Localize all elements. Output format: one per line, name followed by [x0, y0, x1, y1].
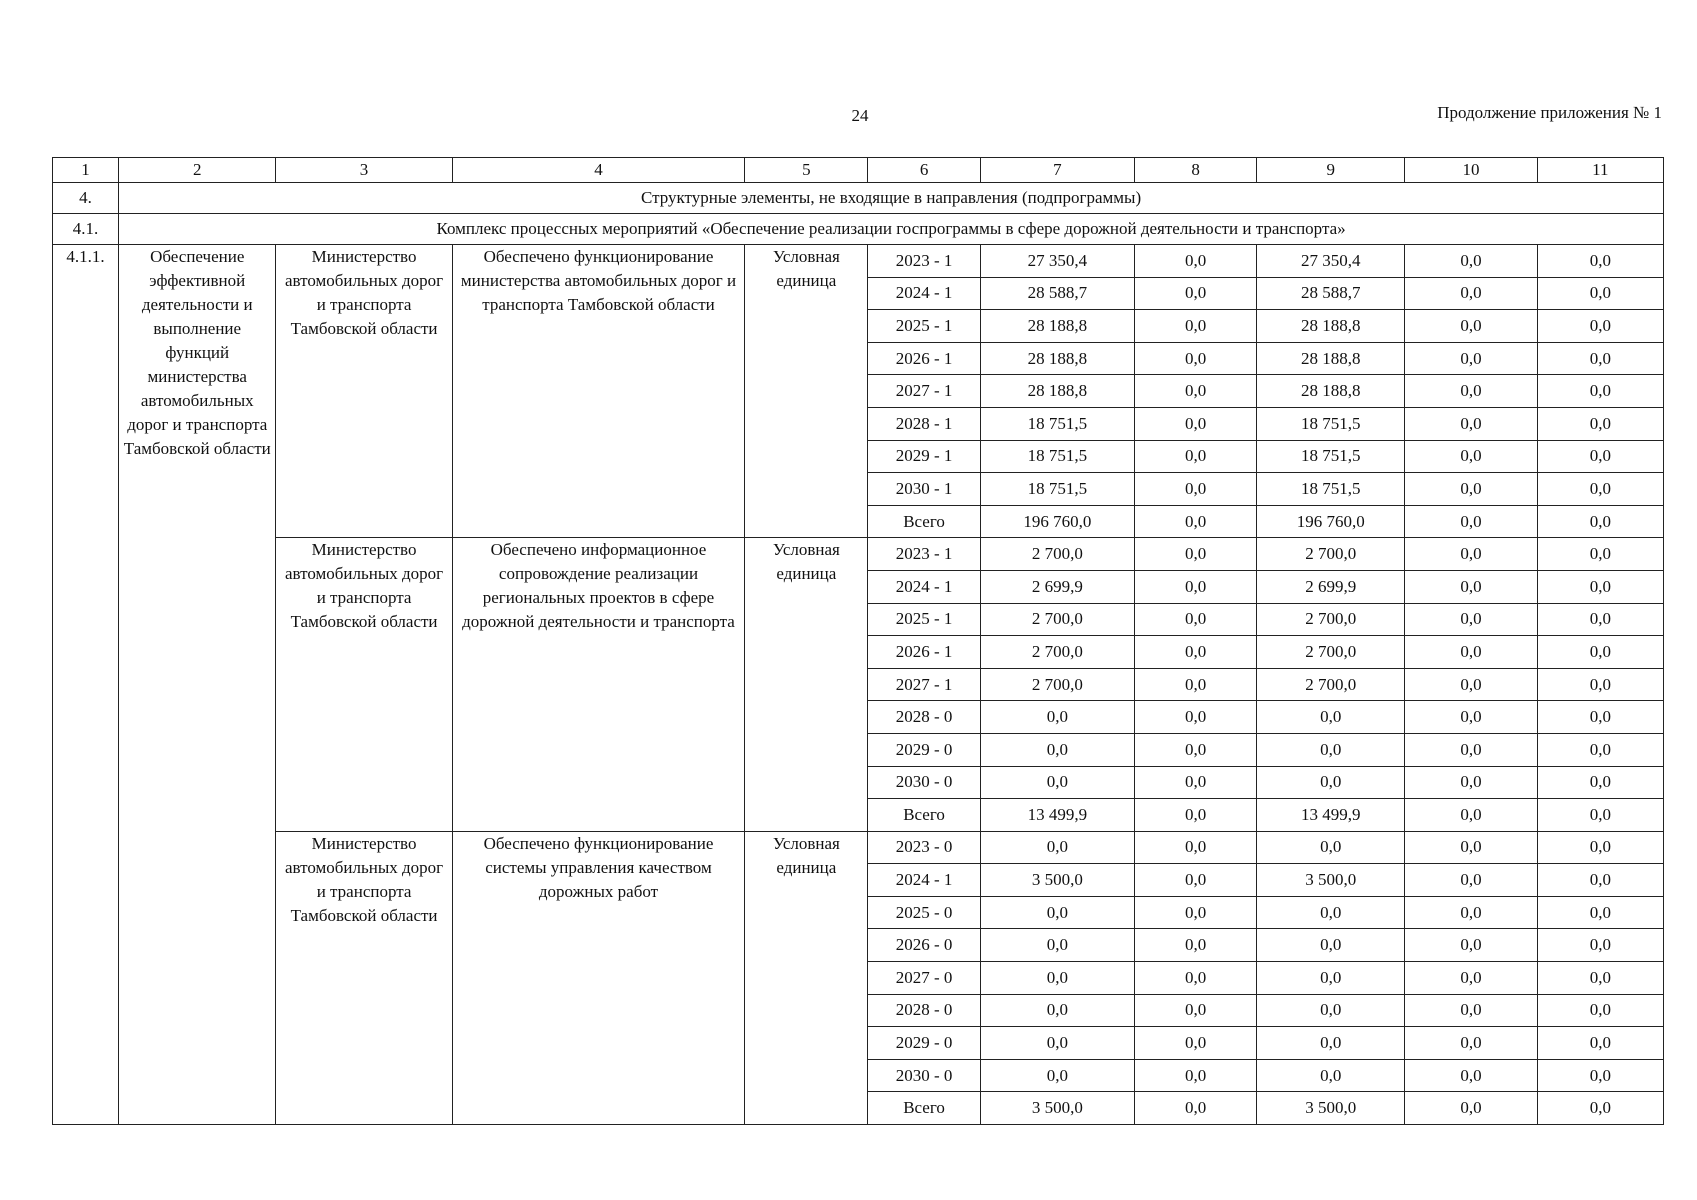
value-col8: 0,0 [1134, 733, 1256, 766]
value-col10: 0,0 [1405, 929, 1537, 962]
header-cell: 4 [452, 158, 745, 183]
value-col7: 27 350,4 [980, 245, 1134, 278]
value-col8: 0,0 [1134, 962, 1256, 995]
item-name: Обеспечение эффективной деятельности и выполнение функций министерства автомобильных дорог и транспорта Тамбовской области [119, 245, 276, 1125]
value-col10: 0,0 [1405, 473, 1537, 506]
value-col7: 18 751,5 [980, 407, 1134, 440]
header-cell: 9 [1257, 158, 1405, 183]
value-col7: 0,0 [980, 896, 1134, 929]
year-cell: 2027 - 1 [868, 375, 980, 408]
value-col11: 0,0 [1537, 994, 1663, 1027]
header-cell: 2 [119, 158, 276, 183]
subsection-title: Комплекс процессных мероприятий «Обеспечение реализации госпрограммы в сфере дорожной деятельности и транспорта» [119, 214, 1664, 245]
year-cell: 2024 - 1 [868, 570, 980, 603]
year-cell: 2027 - 0 [868, 962, 980, 995]
value-col7: 0,0 [980, 994, 1134, 1027]
value-col9: 2 699,9 [1257, 570, 1405, 603]
value-col11: 0,0 [1537, 636, 1663, 669]
value-col9: 28 188,8 [1257, 342, 1405, 375]
value-col9: 3 500,0 [1257, 864, 1405, 897]
year-cell: 2028 - 1 [868, 407, 980, 440]
year-cell: Всего [868, 799, 980, 832]
value-col8: 0,0 [1134, 407, 1256, 440]
value-col10: 0,0 [1405, 1059, 1537, 1092]
value-col9: 196 760,0 [1257, 505, 1405, 538]
value-col9: 0,0 [1257, 1059, 1405, 1092]
year-cell: 2028 - 0 [868, 994, 980, 1027]
value-col9: 2 700,0 [1257, 636, 1405, 669]
value-col8: 0,0 [1134, 538, 1256, 571]
section-title: Структурные элементы, не входящие в направления (подпрограммы) [119, 183, 1664, 214]
value-col9: 0,0 [1257, 831, 1405, 864]
value-col7: 2 700,0 [980, 636, 1134, 669]
value-col8: 0,0 [1134, 277, 1256, 310]
value-col10: 0,0 [1405, 864, 1537, 897]
value-col11: 0,0 [1537, 962, 1663, 995]
value-col7: 2 700,0 [980, 538, 1134, 571]
value-col8: 0,0 [1134, 636, 1256, 669]
value-col11: 0,0 [1537, 929, 1663, 962]
year-cell: 2029 - 0 [868, 1027, 980, 1060]
value-col8: 0,0 [1134, 864, 1256, 897]
value-col7: 18 751,5 [980, 473, 1134, 506]
value-col9: 2 700,0 [1257, 668, 1405, 701]
executor-cell: Министерство автомобильных дорог и транспорта Тамбовской области [276, 831, 452, 1124]
value-col11: 0,0 [1537, 603, 1663, 636]
year-cell: 2023 - 1 [868, 538, 980, 571]
table-row [53, 831, 1664, 864]
value-col9: 0,0 [1257, 962, 1405, 995]
value-col8: 0,0 [1134, 799, 1256, 832]
header-cell: 10 [1405, 158, 1537, 183]
header-cell: 1 [53, 158, 119, 183]
value-col8: 0,0 [1134, 766, 1256, 799]
value-col7: 2 700,0 [980, 603, 1134, 636]
value-col9: 0,0 [1257, 994, 1405, 1027]
value-col11: 0,0 [1537, 831, 1663, 864]
value-col11: 0,0 [1537, 440, 1663, 473]
value-col10: 0,0 [1405, 277, 1537, 310]
value-col7: 3 500,0 [980, 1092, 1134, 1125]
value-col10: 0,0 [1405, 701, 1537, 734]
value-col11: 0,0 [1537, 799, 1663, 832]
value-col11: 0,0 [1537, 245, 1663, 278]
year-cell: 2030 - 0 [868, 1059, 980, 1092]
value-col9: 2 700,0 [1257, 603, 1405, 636]
value-col8: 0,0 [1134, 896, 1256, 929]
item-number: 4.1.1. [53, 245, 119, 1125]
value-col8: 0,0 [1134, 375, 1256, 408]
value-col7: 28 188,8 [980, 342, 1134, 375]
value-col9: 18 751,5 [1257, 407, 1405, 440]
year-cell: 2024 - 1 [868, 864, 980, 897]
year-cell: Всего [868, 505, 980, 538]
value-col10: 0,0 [1405, 831, 1537, 864]
year-cell: 2024 - 1 [868, 277, 980, 310]
continuation-label: Продолжение приложения № 1 [1437, 103, 1662, 122]
year-cell: 2023 - 1 [868, 245, 980, 278]
value-col7: 28 188,8 [980, 375, 1134, 408]
value-col11: 0,0 [1537, 733, 1663, 766]
year-cell: 2030 - 1 [868, 473, 980, 506]
header-cell: 11 [1537, 158, 1663, 183]
year-cell: 2028 - 0 [868, 701, 980, 734]
unit-cell: Условная единица [745, 538, 868, 831]
subsection-row [53, 214, 1664, 245]
value-col10: 0,0 [1405, 342, 1537, 375]
year-cell: 2029 - 0 [868, 733, 980, 766]
value-col10: 0,0 [1405, 896, 1537, 929]
page-number: 24 [851, 106, 869, 125]
table-row [53, 538, 1664, 571]
year-cell: 2026 - 1 [868, 636, 980, 669]
value-col9: 2 700,0 [1257, 538, 1405, 571]
value-col9: 13 499,9 [1257, 799, 1405, 832]
value-col8: 0,0 [1134, 603, 1256, 636]
value-col11: 0,0 [1537, 505, 1663, 538]
value-col11: 0,0 [1537, 277, 1663, 310]
value-col11: 0,0 [1537, 896, 1663, 929]
executor-cell: Министерство автомобильных дорог и транспорта Тамбовской области [276, 538, 452, 831]
value-col9: 0,0 [1257, 766, 1405, 799]
value-col11: 0,0 [1537, 407, 1663, 440]
value-col7: 0,0 [980, 766, 1134, 799]
value-col11: 0,0 [1537, 864, 1663, 897]
value-col8: 0,0 [1134, 668, 1256, 701]
header-cell: 3 [276, 158, 452, 183]
value-col7: 0,0 [980, 701, 1134, 734]
value-col8: 0,0 [1134, 245, 1256, 278]
funding-table [52, 157, 1664, 1125]
year-cell: 2023 - 0 [868, 831, 980, 864]
year-cell: 2026 - 1 [868, 342, 980, 375]
value-col9: 18 751,5 [1257, 440, 1405, 473]
value-col8: 0,0 [1134, 1027, 1256, 1060]
value-col10: 0,0 [1405, 994, 1537, 1027]
value-col11: 0,0 [1537, 342, 1663, 375]
value-col8: 0,0 [1134, 310, 1256, 343]
value-col7: 18 751,5 [980, 440, 1134, 473]
value-col8: 0,0 [1134, 473, 1256, 506]
value-col8: 0,0 [1134, 440, 1256, 473]
value-col11: 0,0 [1537, 375, 1663, 408]
year-cell: Всего [868, 1092, 980, 1125]
value-col9: 3 500,0 [1257, 1092, 1405, 1125]
header-cell: 7 [980, 158, 1134, 183]
value-col11: 0,0 [1537, 766, 1663, 799]
year-cell: 2026 - 0 [868, 929, 980, 962]
value-col9: 28 188,8 [1257, 310, 1405, 343]
value-col9: 28 188,8 [1257, 375, 1405, 408]
value-col11: 0,0 [1537, 701, 1663, 734]
value-col9: 0,0 [1257, 701, 1405, 734]
value-col10: 0,0 [1405, 407, 1537, 440]
value-col11: 0,0 [1537, 1027, 1663, 1060]
value-col11: 0,0 [1537, 538, 1663, 571]
result-cell: Обеспечено функционирование министерства автомобильных дорог и транспорта Тамбовской области [452, 245, 745, 538]
value-col7: 28 588,7 [980, 277, 1134, 310]
value-col9: 27 350,4 [1257, 245, 1405, 278]
value-col9: 0,0 [1257, 896, 1405, 929]
value-col9: 0,0 [1257, 929, 1405, 962]
value-col10: 0,0 [1405, 310, 1537, 343]
value-col10: 0,0 [1405, 245, 1537, 278]
value-col10: 0,0 [1405, 505, 1537, 538]
value-col10: 0,0 [1405, 962, 1537, 995]
value-col7: 2 699,9 [980, 570, 1134, 603]
value-col8: 0,0 [1134, 1059, 1256, 1092]
value-col8: 0,0 [1134, 994, 1256, 1027]
value-col10: 0,0 [1405, 570, 1537, 603]
value-col8: 0,0 [1134, 701, 1256, 734]
header-cell: 8 [1134, 158, 1256, 183]
result-cell: Обеспечено информационное сопровождение реализации региональных проектов в сфере дорожной деятельности и транспорта [452, 538, 745, 831]
year-cell: 2025 - 1 [868, 603, 980, 636]
value-col7: 28 188,8 [980, 310, 1134, 343]
value-col10: 0,0 [1405, 440, 1537, 473]
header-cell: 5 [745, 158, 868, 183]
value-col10: 0,0 [1405, 538, 1537, 571]
value-col9: 28 588,7 [1257, 277, 1405, 310]
value-col10: 0,0 [1405, 1027, 1537, 1060]
value-col10: 0,0 [1405, 668, 1537, 701]
subsection-number: 4.1. [53, 214, 119, 245]
value-col7: 13 499,9 [980, 799, 1134, 832]
value-col10: 0,0 [1405, 603, 1537, 636]
value-col8: 0,0 [1134, 505, 1256, 538]
value-col7: 3 500,0 [980, 864, 1134, 897]
value-col11: 0,0 [1537, 570, 1663, 603]
executor-cell: Министерство автомобильных дорог и транспорта Тамбовской области [276, 245, 452, 538]
value-col11: 0,0 [1537, 310, 1663, 343]
result-cell: Обеспечено функционирование системы управления качеством дорожных работ [452, 831, 745, 1124]
section-number: 4. [53, 183, 119, 214]
value-col10: 0,0 [1405, 799, 1537, 832]
header-cell: 6 [868, 158, 980, 183]
value-col7: 0,0 [980, 929, 1134, 962]
value-col8: 0,0 [1134, 342, 1256, 375]
value-col7: 2 700,0 [980, 668, 1134, 701]
value-col9: 0,0 [1257, 1027, 1405, 1060]
value-col7: 196 760,0 [980, 505, 1134, 538]
value-col8: 0,0 [1134, 1092, 1256, 1125]
value-col11: 0,0 [1537, 668, 1663, 701]
value-col11: 0,0 [1537, 1059, 1663, 1092]
value-col8: 0,0 [1134, 929, 1256, 962]
value-col10: 0,0 [1405, 766, 1537, 799]
value-col11: 0,0 [1537, 1092, 1663, 1125]
value-col9: 18 751,5 [1257, 473, 1405, 506]
year-cell: 2025 - 1 [868, 310, 980, 343]
value-col10: 0,0 [1405, 733, 1537, 766]
year-cell: 2030 - 0 [868, 766, 980, 799]
value-col10: 0,0 [1405, 636, 1537, 669]
year-cell: 2029 - 1 [868, 440, 980, 473]
value-col8: 0,0 [1134, 831, 1256, 864]
value-col7: 0,0 [980, 733, 1134, 766]
value-col10: 0,0 [1405, 375, 1537, 408]
unit-cell: Условная единица [745, 831, 868, 1124]
value-col7: 0,0 [980, 831, 1134, 864]
section-row [53, 183, 1664, 214]
header-row [53, 158, 1664, 183]
value-col9: 0,0 [1257, 733, 1405, 766]
value-col8: 0,0 [1134, 570, 1256, 603]
table-row [53, 245, 1664, 278]
value-col10: 0,0 [1405, 1092, 1537, 1125]
year-cell: 2025 - 0 [868, 896, 980, 929]
unit-cell: Условная единица [745, 245, 868, 538]
value-col7: 0,0 [980, 1059, 1134, 1092]
value-col11: 0,0 [1537, 473, 1663, 506]
value-col7: 0,0 [980, 1027, 1134, 1060]
value-col7: 0,0 [980, 962, 1134, 995]
year-cell: 2027 - 1 [868, 668, 980, 701]
